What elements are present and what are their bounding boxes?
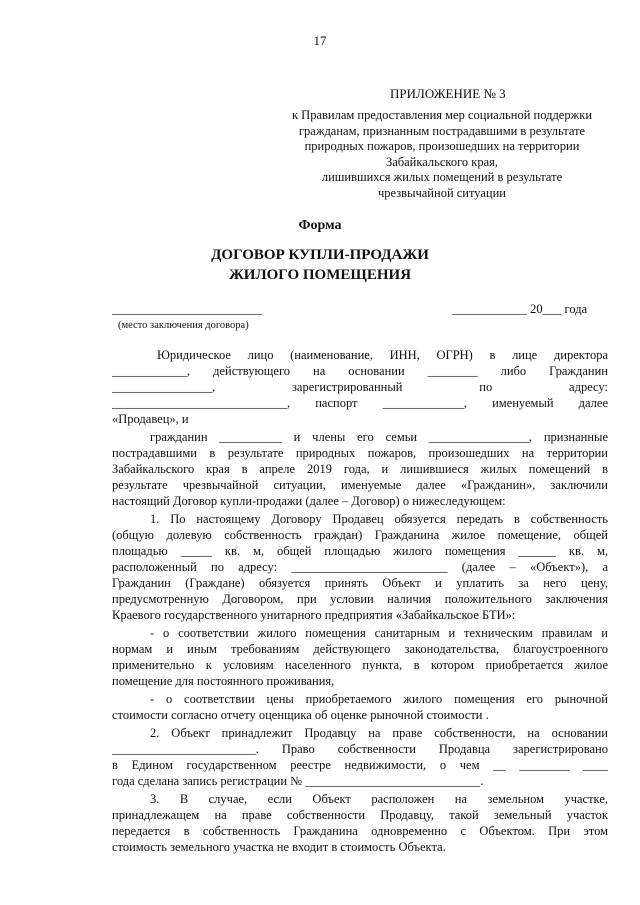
appendix-subtitle xyxy=(282,108,602,201)
appendix-line: к Правилам предоставления мер социальной поддержки xyxy=(291,108,593,122)
appendix-title: ПРИЛОЖЕНИЕ № 3 xyxy=(390,86,506,101)
body-line: принадлежащем на праве собственности Продавцу, такой земельный участок xyxy=(112,808,608,822)
page-number: 17 xyxy=(313,33,327,48)
body-line: применительно к условиям населенного пункта, в котором приобретается жилое xyxy=(112,658,608,672)
appendix-line: лишившихся жилых помещений в результате xyxy=(321,170,563,184)
body-line: года сделана запись регистрации № ____________________________. xyxy=(112,774,484,788)
body-line: стоимость земельного участка не входит в стоимость Объекта. xyxy=(112,840,446,854)
body-line: в Едином государственном реестре недвижимости, о чем __ ________ ____ xyxy=(112,758,608,772)
body-line: (общую долевую собственность граждан) Гражданина жилое помещение, общей xyxy=(112,528,608,542)
body-line: настоящий Договор купли-продажи (далее – Договор) о нижеследующем: xyxy=(112,494,506,508)
body-line: результате чрезвычайной ситуации, именуемые далее «Гражданин», заключили xyxy=(112,478,608,492)
body-line: ________________, зарегистрированный по адресу: xyxy=(112,380,608,394)
place-caption: (место заключения договора) xyxy=(118,320,249,331)
body-line: Забайкальского края в апреле 2019 года, и лишившиеся жилых помещений в xyxy=(112,462,608,476)
body-line: 1. По настоящему Договору Продавец обязуется передать в собственность xyxy=(150,512,608,526)
appendix-line: природных пожаров, произошедших на территории xyxy=(304,139,580,153)
body-line: - о соответствии жилого помещения санитарным и техническим правилам и xyxy=(150,626,608,640)
form-label: Форма xyxy=(298,218,342,233)
body-line: предусмотренную Договором, при условии наличия положительного заключения xyxy=(112,592,608,606)
body-line: передается в собственность Гражданина одновременно с Объектом. При этом xyxy=(112,824,608,838)
body-line: _______________________. Право собственности Продавца зарегистрировано xyxy=(112,742,608,756)
body-line: помещение для постоянного проживания, xyxy=(112,674,335,688)
place-blank: ________________________ xyxy=(112,302,262,316)
appendix-line: чрезвычайной ситуации xyxy=(378,185,506,200)
contract-title-line: ЖИЛОГО ПОМЕЩЕНИЯ xyxy=(228,267,412,283)
body-line: - о соответствии цены приобретаемого жилого помещения его рыночной xyxy=(150,692,608,706)
date-blank: ____________ 20___ года xyxy=(452,302,588,316)
appendix-line: Забайкальского края, xyxy=(385,154,499,169)
body-line: расположенный по адресу: _________________________ (далее – «Объект»), а xyxy=(112,560,608,574)
body-line: ____________, действующего на основании ________ либо Гражданин xyxy=(112,364,608,378)
body-line: площадью _____ кв. м, общей площадью жилого помещения ______ кв. м, xyxy=(112,544,608,558)
body-line: гражданин __________ и члены его семьи ________________, признанные xyxy=(150,430,608,444)
appendix-line: гражданам, признанным пострадавшими в результате xyxy=(298,123,586,138)
body-line: Краевого государственного унитарного предприятия «Забайкальское БТИ»: xyxy=(112,608,516,622)
body-line: Гражданин (Граждане) обязуется принять Объект и уплатить за него цену, xyxy=(112,576,608,590)
body-line: ____________________________, паспорт _____________, именуемый далее xyxy=(112,396,608,410)
body-line: пострадавшими в результате природных пожаров, произошедших на территории xyxy=(112,446,608,460)
contract-title-line: ДОГОВОР КУПЛИ-ПРОДАЖИ xyxy=(211,247,429,263)
body-line: стоимости согласно отчету оценщика об оценке рыночной стоимости . xyxy=(112,708,489,722)
contract-title xyxy=(0,245,640,285)
body-line: Юридическое лицо (наименование, ИНН, ОГРН) в лице директора xyxy=(157,348,608,362)
body-line: 3. В случае, если Объект расположен на земельном участке, xyxy=(150,792,608,806)
body-line: 2. Объект принадлежит Продавцу на праве собственности, на основании xyxy=(150,726,608,740)
body-line: нормам и иным требованиям действующего законодательства, благоустроенного xyxy=(112,642,608,656)
body-line: «Продавец», и xyxy=(112,412,189,426)
